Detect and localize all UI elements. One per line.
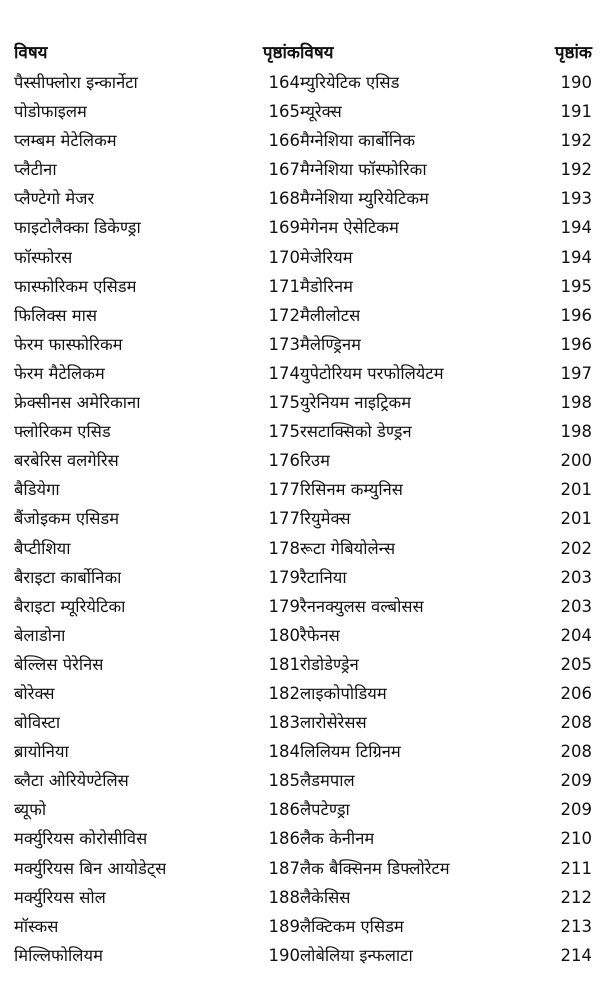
entry-page-number: 195 <box>560 276 592 296</box>
entry-page-number: 175 <box>268 393 300 413</box>
index-entry <box>300 475 592 504</box>
index-entry <box>14 592 300 621</box>
entry-subject: मॉस्कस <box>14 916 59 936</box>
index-entry <box>300 446 592 475</box>
index-entry <box>14 679 300 708</box>
entry-subject: युरेनियम नाइट्रिकम <box>300 393 412 413</box>
entry-page-number: 213 <box>560 916 592 936</box>
index-entry <box>300 766 592 795</box>
entry-subject: मैग्नेशिया कार्बोनिक <box>300 131 415 151</box>
index-entry <box>300 650 592 679</box>
entry-subject: ब्रायोनिया <box>14 742 69 762</box>
index-entry <box>300 621 592 650</box>
entry-subject: मैलीलोटस <box>300 305 361 325</box>
entry-subject: मैग्नेशिया फॉस्फोरिका <box>300 160 427 180</box>
index-entry <box>14 184 300 213</box>
entry-subject: लाइकोपोडियम <box>300 683 387 703</box>
index-entry <box>14 708 300 737</box>
entry-page-number: 209 <box>560 800 592 820</box>
index-entry <box>14 912 300 941</box>
entry-subject: मर्क्युरियस कोरोसीविस <box>14 829 148 849</box>
entry-subject: मैग्नेशिया म्युरियेटिकम <box>300 189 429 209</box>
right-entries <box>300 68 592 970</box>
index-entry <box>300 883 592 912</box>
entry-subject: ब्यूफो <box>14 800 47 820</box>
entry-page-number: 173 <box>268 334 300 354</box>
index-entry <box>14 68 300 97</box>
entry-page-number: 182 <box>268 683 300 703</box>
entry-page-number: 177 <box>268 480 300 500</box>
entry-subject: बोविस्टा <box>14 713 61 733</box>
index-entry <box>14 621 300 650</box>
entry-page-number: 212 <box>560 887 592 907</box>
index-entry <box>300 330 592 359</box>
entry-subject: मर्क्युरियस बिन आयोडेट्स <box>14 858 167 878</box>
index-entry <box>300 534 592 563</box>
index-entry <box>300 563 592 592</box>
left-column-header <box>14 38 300 68</box>
entry-subject: रसटाक्सिको डेण्ड्रन <box>300 422 412 442</box>
entry-subject: रूटा गेबियोलेन्स <box>300 538 396 558</box>
entry-subject: फेरम मैटेलिकम <box>14 363 105 383</box>
entry-page-number: 208 <box>560 742 592 762</box>
entry-subject: फिलिक्स मास <box>14 305 98 325</box>
index-entry <box>14 359 300 388</box>
entry-page-number: 190 <box>560 73 592 92</box>
entry-subject: लिलियम टिग्रिनम <box>300 742 401 762</box>
entry-page-number: 209 <box>560 771 592 791</box>
entry-page-number: 190 <box>268 945 300 965</box>
entry-page-number: 194 <box>560 247 592 267</box>
index-entry <box>300 388 592 417</box>
entry-page-number: 194 <box>560 218 592 238</box>
entry-page-number: 192 <box>560 160 592 180</box>
entry-subject: लैक बैक्सिनम डिफ्लोरेटम <box>300 858 450 878</box>
subject-heading: विषय <box>300 43 334 63</box>
entry-page-number: 168 <box>268 189 300 209</box>
entry-page-number: 186 <box>268 800 300 820</box>
entry-page-number: 203 <box>560 567 592 587</box>
index-entry <box>14 883 300 912</box>
index-entry <box>14 941 300 970</box>
index-entry <box>14 534 300 563</box>
entry-page-number: 175 <box>268 422 300 442</box>
entry-page-number: 196 <box>560 334 592 354</box>
entry-page-number: 169 <box>268 218 300 238</box>
index-entry <box>300 912 592 941</box>
index-entry <box>14 97 300 126</box>
entry-page-number: 198 <box>560 393 592 413</box>
entry-subject: लैकेसिस <box>300 887 351 907</box>
entry-page-number: 170 <box>268 247 300 267</box>
entry-page-number: 214 <box>560 945 592 965</box>
index-entry <box>14 795 300 824</box>
left-entries <box>14 68 300 970</box>
index-entry <box>300 301 592 330</box>
entry-subject: लैडमपाल <box>300 771 355 791</box>
index-entry <box>300 854 592 883</box>
index-entry <box>14 213 300 242</box>
entry-page-number: 174 <box>268 363 300 383</box>
entry-subject: रैटानिया <box>300 567 347 587</box>
entry-page-number: 187 <box>268 858 300 878</box>
index-entry <box>14 388 300 417</box>
left-column <box>14 38 300 970</box>
entry-subject: बैराइटा कार्बोनिका <box>14 567 122 587</box>
index-entry <box>300 795 592 824</box>
index-entry <box>14 126 300 155</box>
entry-page-number: 176 <box>268 451 300 471</box>
index-entry <box>300 592 592 621</box>
entry-subject: बरबेरिस वलगेरिस <box>14 451 119 471</box>
entry-page-number: 211 <box>560 858 592 878</box>
index-entry <box>14 650 300 679</box>
entry-subject: फ्रेक्सीनस अमेरिकाना <box>14 393 141 413</box>
index-entry <box>14 737 300 766</box>
index-entry <box>300 97 592 126</box>
entry-page-number: 178 <box>268 538 300 558</box>
entry-subject: मिल्लिफोलियम <box>14 945 103 965</box>
entry-subject: बोरेक्स <box>14 683 55 703</box>
entry-subject: फेरम फास्फोरिकम <box>14 334 123 354</box>
entry-subject: रियुमेक्स <box>300 509 351 529</box>
index-entry <box>300 417 592 446</box>
page-heading: पृष्ठांक <box>262 43 300 63</box>
index-entry <box>300 679 592 708</box>
entry-page-number: 172 <box>268 305 300 325</box>
index-entry <box>300 708 592 737</box>
entry-subject: मर्क्युरियस सोल <box>14 887 106 907</box>
entry-page-number: 181 <box>268 654 300 674</box>
entry-page-number: 198 <box>560 422 592 442</box>
index-columns <box>14 38 592 970</box>
entry-subject: लोबेलिया इन्फलाटा <box>300 945 413 965</box>
entry-page-number: 166 <box>268 131 300 151</box>
entry-subject: लैक केनीनम <box>300 829 375 849</box>
entry-subject: रैननक्युलस वल्बोसस <box>300 596 424 616</box>
entry-page-number: 164 <box>268 73 300 92</box>
index-entry <box>300 737 592 766</box>
subject-heading: विषय <box>14 43 48 63</box>
entry-subject: लैपटेण्ड्रा <box>300 800 350 820</box>
index-entry <box>14 563 300 592</box>
entry-subject: मेगेनम ऐसेटिकम <box>300 218 399 238</box>
entry-subject: रिसिनम कम्युनिस <box>300 480 403 500</box>
entry-page-number: 201 <box>560 509 592 529</box>
index-entry <box>14 417 300 446</box>
right-column-header <box>300 38 592 68</box>
entry-page-number: 185 <box>268 771 300 791</box>
entry-subject: फॉस्फोरस <box>14 247 73 267</box>
entry-subject: बैप्टीशिया <box>14 538 71 558</box>
index-entry <box>14 272 300 301</box>
index-entry <box>14 504 300 533</box>
entry-page-number: 179 <box>268 596 300 616</box>
entry-subject: मेजेरियम <box>300 247 353 267</box>
index-entry <box>14 824 300 853</box>
index-entry <box>14 766 300 795</box>
entry-page-number: 210 <box>560 829 592 849</box>
index-entry <box>300 213 592 242</box>
entry-subject: लैक्टिकम एसिडम <box>300 916 404 936</box>
index-entry <box>300 243 592 272</box>
index-entry <box>14 243 300 272</box>
entry-page-number: 202 <box>560 538 592 558</box>
index-entry <box>300 941 592 970</box>
entry-subject: फ्लोरिकम एसिड <box>14 422 111 442</box>
index-entry <box>300 824 592 853</box>
index-entry <box>300 184 592 213</box>
entry-page-number: 177 <box>268 509 300 529</box>
index-entry <box>14 446 300 475</box>
entry-page-number: 165 <box>268 102 300 122</box>
index-entry <box>14 854 300 883</box>
entry-page-number: 179 <box>268 567 300 587</box>
entry-page-number: 189 <box>268 916 300 936</box>
entry-subject: पोडोफाइलम <box>14 102 87 122</box>
entry-page-number: 206 <box>560 683 592 703</box>
entry-subject: रोडोडेण्ड्रेन <box>300 654 359 674</box>
entry-page-number: 208 <box>560 713 592 733</box>
entry-subject: युपेटोरियम परफोलियेटम <box>300 363 444 383</box>
entry-subject: मैलेण्ड्रिनम <box>300 334 362 354</box>
entry-subject: बेलाडोना <box>14 625 66 645</box>
index-entry <box>14 475 300 504</box>
entry-subject: ब्लैटा ओरियेण्टेलिस <box>14 771 129 791</box>
index-entry <box>14 155 300 184</box>
index-entry <box>300 126 592 155</box>
index-entry <box>300 272 592 301</box>
entry-page-number: 167 <box>268 160 300 180</box>
entry-page-number: 196 <box>560 305 592 325</box>
entry-page-number: 197 <box>560 363 592 383</box>
entry-subject: प्लैण्टेगो मेजर <box>14 189 95 209</box>
entry-subject: प्लैटीना <box>14 160 57 180</box>
entry-page-number: 205 <box>560 654 592 674</box>
entry-page-number: 183 <box>268 713 300 733</box>
right-column <box>300 38 592 970</box>
index-entry <box>300 359 592 388</box>
entry-page-number: 193 <box>560 189 592 209</box>
entry-subject: पैस्सीफ्लोरा इन्कार्नेटा <box>14 73 138 92</box>
entry-page-number: 180 <box>268 625 300 645</box>
entry-subject: बैराइटा म्यूरियेटिका <box>14 596 126 616</box>
page-heading: पृष्ठांक <box>554 43 592 63</box>
entry-subject: बैंजोइकम एसिडम <box>14 509 120 529</box>
entry-page-number: 204 <box>560 625 592 645</box>
entry-page-number: 188 <box>268 887 300 907</box>
entry-subject: रिउम <box>300 451 330 471</box>
index-entry <box>300 504 592 533</box>
entry-subject: फाइटोलैक्का डिकेण्ड्रा <box>14 218 141 238</box>
entry-subject: मैडोरिनम <box>300 276 354 296</box>
entry-page-number: 192 <box>560 131 592 151</box>
entry-page-number: 200 <box>560 451 592 471</box>
entry-page-number: 191 <box>560 102 592 122</box>
entry-page-number: 171 <box>268 276 300 296</box>
entry-subject: म्यूरेक्स <box>300 102 342 122</box>
entry-subject: म्युरियेटिक एसिड <box>300 73 400 92</box>
index-entry <box>14 330 300 359</box>
entry-page-number: 186 <box>268 829 300 849</box>
entry-subject: लारोसेरेसस <box>300 713 367 733</box>
entry-page-number: 203 <box>560 596 592 616</box>
entry-page-number: 201 <box>560 480 592 500</box>
index-entry <box>14 301 300 330</box>
entry-subject: बैडियेगा <box>14 480 60 500</box>
index-entry <box>300 68 592 97</box>
entry-subject: बेल्लिस पेरेनिस <box>14 654 104 674</box>
entry-subject: प्लम्बम मेटेलिकम <box>14 131 117 151</box>
index-entry <box>300 155 592 184</box>
entry-subject: रैफेनस <box>300 625 340 645</box>
entry-subject: फास्फोरिकम एसिडम <box>14 276 137 296</box>
entry-page-number: 184 <box>268 742 300 762</box>
